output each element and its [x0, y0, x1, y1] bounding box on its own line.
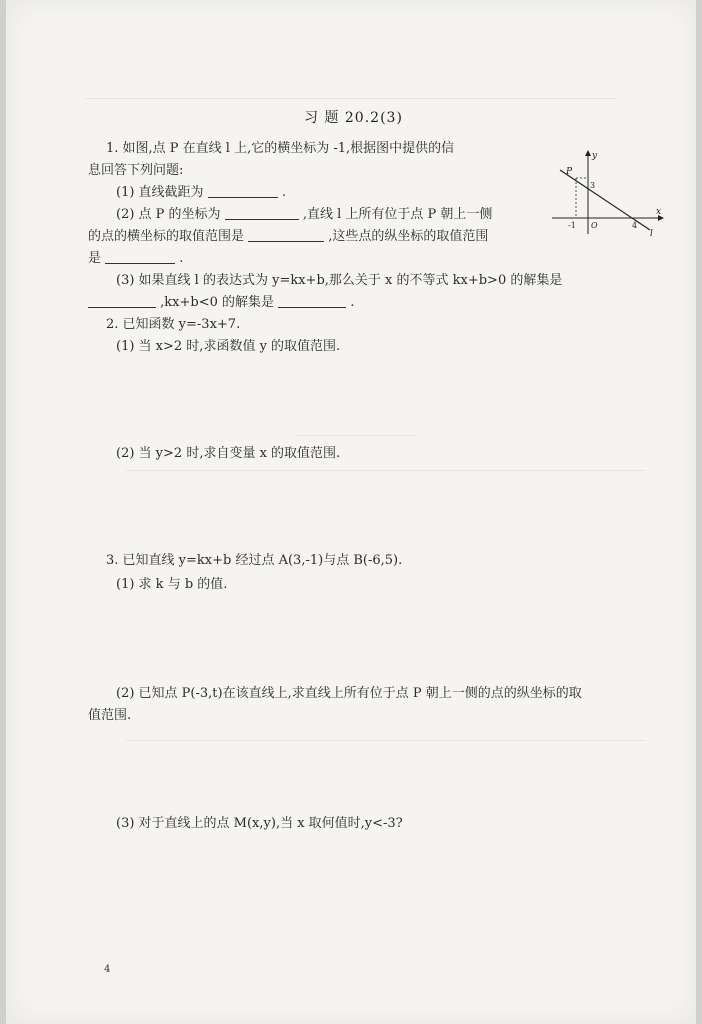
q1-part2-line3: [88, 250, 183, 268]
q1-part3-period: .: [350, 295, 355, 310]
graph-label-x: x: [656, 207, 662, 217]
q1-part2-blank-coord[interactable]: [225, 207, 299, 220]
q2-part1: (1) 当 x>2 时,求函数值 y 的取值范围.: [116, 339, 341, 354]
graph-label-4: 4: [632, 221, 638, 230]
graph-label-l: l: [650, 229, 653, 238]
graph-label-p: P: [566, 167, 573, 177]
q1-part3-blank-gt[interactable]: [88, 295, 156, 308]
graph-label-3: 3: [590, 181, 596, 190]
q3-part2-line1: (2) 已知点 P(-3,t)在该直线上,求直线上所有位于点 P 朝上一侧的点的纵坐标的取: [116, 686, 582, 701]
q1-part2-line1: [116, 206, 492, 224]
q1-part2-text-b: ,直线 l 上所有位于点 P 朝上一侧: [302, 207, 493, 222]
q3-intro: 3. 已知直线 y=kx+b 经过点 A(3,-1)与点 B(-6,5).: [106, 553, 403, 568]
q1-part3-line2: [88, 294, 354, 312]
graph-label-y: y: [592, 151, 598, 161]
q1-part2-text-a: (2) 点 P 的坐标为: [116, 207, 221, 222]
q1-part2-text-e: 是: [88, 251, 102, 266]
q1-part3-line1: (3) 如果直线 l 的表达式为 y=kx+b,那么关于 x 的不等式 kx+b>0 的解集是: [116, 273, 563, 288]
line-graph-figure: [546, 148, 666, 238]
q2-part2: (2) 当 y>2 时,求自变量 x 的取值范围.: [116, 446, 341, 461]
q1-part1: [116, 184, 286, 202]
q1-intro-line1: 1. 如图,点 P 在直线 l 上,它的横坐标为 -1,根据图中提供的信: [106, 141, 455, 156]
page-number: 4: [104, 964, 111, 975]
q1-part1-text: (1) 直线截距为: [116, 185, 204, 200]
graph-label-neg1: -1: [568, 221, 576, 230]
graph-label-origin: O: [591, 221, 598, 230]
q3-part3: (3) 对于直线上的点 M(x,y),当 x 取何值时,y<-3?: [116, 816, 403, 831]
q1-part2-blank-yrange[interactable]: [105, 251, 175, 264]
q1-part3-blank-lt[interactable]: [278, 295, 346, 308]
q2-intro: 2. 已知函数 y=-3x+7.: [106, 317, 241, 332]
y-axis-arrow: [585, 150, 591, 156]
q3-part1: (1) 求 k 与 b 的值.: [116, 577, 228, 592]
q1-part2-line2: [88, 228, 488, 246]
q1-part1-blank[interactable]: [208, 185, 278, 198]
q1-intro-line2: 息回答下列问题:: [88, 163, 184, 178]
q1-part2-period: .: [179, 251, 184, 266]
q1-part1-period: .: [281, 185, 286, 200]
q3-part2-line2: 值范围.: [88, 708, 132, 723]
q1-part2-blank-xrange[interactable]: [248, 229, 324, 242]
worksheet-page: [6, 0, 696, 1024]
q1-part2-text-d: ,这些点的纵坐标的取值范围: [328, 229, 489, 244]
q1-part2-text-c: 的点的横坐标的取值范围是: [88, 229, 245, 244]
q1-part3-text-b: ,kx+b<0 的解集是: [160, 295, 274, 310]
page-title: 习 题 20.2(3): [304, 110, 403, 126]
